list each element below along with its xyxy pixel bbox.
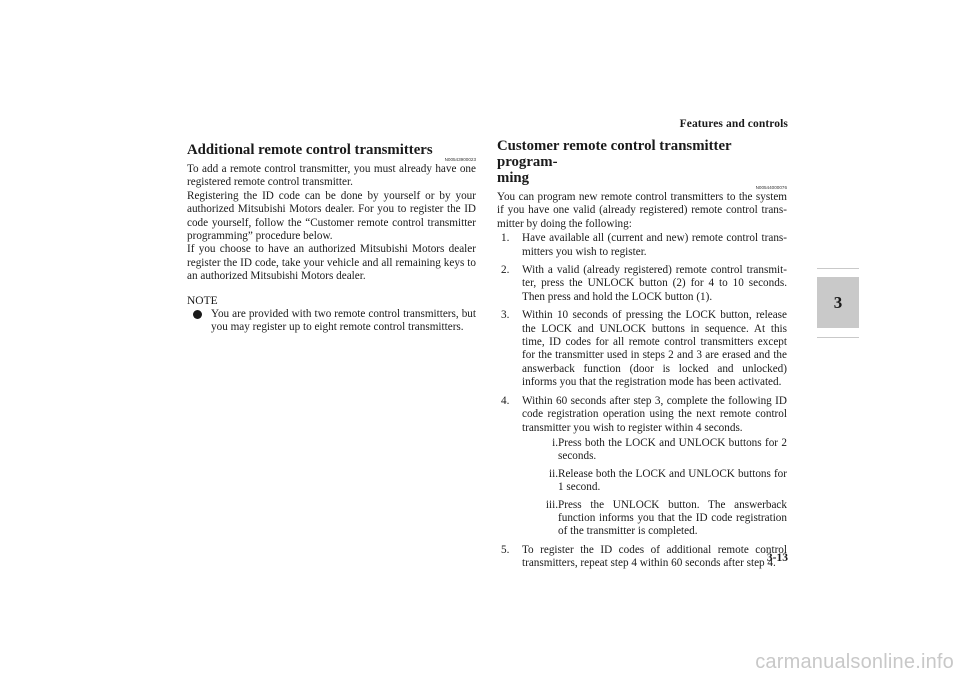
chapter-tab-rule-top [817, 268, 859, 269]
title-line: Customer remote control transmitter program- [497, 138, 732, 170]
watermark: carmanualsonline.info [755, 651, 954, 673]
substep-number: ii. [548, 467, 558, 480]
title-line: ming [497, 170, 530, 186]
bullet-icon [193, 310, 202, 319]
step-item [497, 544, 787, 571]
substep-item [522, 437, 787, 464]
chapter-tab-rule-bottom [817, 337, 859, 338]
step-number: 3. [501, 309, 510, 322]
step-text: Have available all (current and new) remote control transmitters you wish to register. [522, 232, 787, 258]
step-item [497, 232, 787, 259]
substep-text: Press the UNLOCK button. The answerback function informs you that the ID code registration of the transmitter is completed. [558, 498, 787, 538]
section-code: N00544000076 [755, 185, 787, 190]
running-header: Features and controls [679, 118, 788, 130]
right-column [497, 138, 787, 571]
chapter-tab: 3 [817, 277, 859, 328]
step-text: To register the ID codes of additional remote control transmitters, repeat step 4 within 60 seconds after step 4. [522, 543, 787, 570]
step-item [497, 264, 787, 304]
substep-number: i. [552, 436, 558, 449]
paragraph: If you choose to have an authorized Mitsubishi Motors dealer register the ID code, take your vehicle and all remaining keys to an authorized Mitsubishi Motors dealer. [187, 243, 476, 283]
note-label: NOTE [187, 294, 218, 307]
step-number: 1. [501, 232, 510, 245]
paragraph: Registering the ID code can be done by yourself or by your authorized Mitsubishi Motors dealer. For you to register the ID code yourself, follow the “Customer remote control transmitter programming” procedure below. [187, 189, 476, 243]
step-item [497, 395, 787, 539]
page-number: 3-13 [766, 552, 788, 564]
paragraph: To add a remote control transmitter, you must already have one registered remote control transmitter. [187, 163, 476, 189]
note-item [187, 308, 476, 335]
substep-item [522, 468, 787, 495]
section-code: N00543900023 [444, 157, 476, 162]
substep-text: Release both the LOCK and UNLOCK buttons for 1 second. [558, 467, 787, 494]
note-text: You are provided with two remote control transmitters, but you may register up to eight remote control transmitters. [211, 308, 476, 334]
step-text: Within 10 seconds of pressing the LOCK button, release the LOCK and UNLOCK buttons in sequence. At this time, ID codes for all remote control transmitters except for the transmitter used in steps 2 and 3 are erased and the answerback function (door is locked and unlocked) informs you that the registration mode has been activated. [522, 309, 787, 389]
step-text: With a valid (already registered) remote control transmitter, press the UNLOCK button (2) for 4 to 10 seconds. Then press and hold the LOCK button (1). [522, 264, 787, 303]
substep-item [522, 499, 787, 539]
substeps-list [522, 437, 787, 539]
step-number: 4. [501, 394, 510, 407]
section-title-customer-programming [497, 138, 787, 186]
intro-paragraph: You can program new remote control transmitters to the system if you have one valid (already registered) remote control transmitter by doing the following: [497, 191, 787, 230]
left-column [187, 142, 476, 335]
substep-number: iii. [545, 498, 558, 511]
steps-list [497, 232, 787, 570]
step-number: 2. [501, 264, 510, 277]
step-item [497, 309, 787, 389]
step-number: 5. [501, 543, 510, 556]
step-text: Within 60 seconds after step 3, complete the following ID code registration operation using the next remote control transmitter you wish to register within 4 seconds. [522, 394, 787, 434]
section-title-additional-transmitters: Additional remote control transmitters [187, 142, 433, 158]
substep-text: Press both the LOCK and UNLOCK buttons for 2 seconds. [558, 436, 787, 463]
